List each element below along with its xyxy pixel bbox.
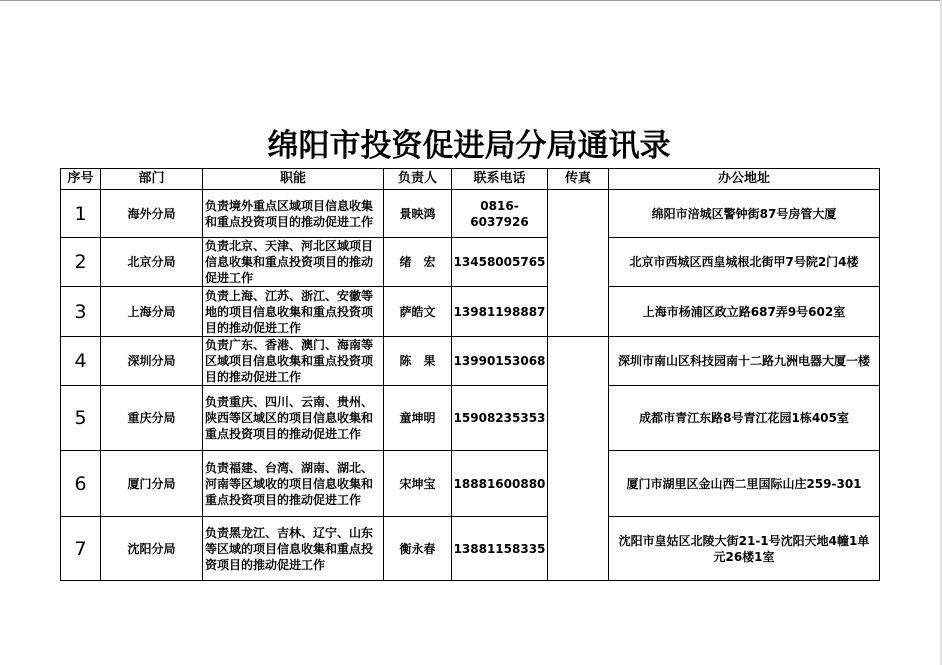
row-number: 1 [61, 190, 101, 238]
dept-cell: 上海分局 [101, 287, 203, 337]
duty-cell: 负责北京、天津、河北区域项目信息收集和重点投资项目的推动促进工作 [203, 238, 384, 287]
table-row [61, 386, 880, 451]
address-cell: 上海市杨浦区政立路687弄9号602室 [609, 287, 880, 337]
row-number: 4 [61, 337, 101, 386]
dept-cell: 深圳分局 [101, 337, 203, 386]
address-cell: 北京市西城区西皇城根北街甲7号院2门4楼 [609, 238, 880, 287]
table-row [61, 287, 880, 337]
duty-cell: 负责重庆、四川、云南、贵州、陕西等区域区的项目信息收集和重点投资项目的推动促进工作 [203, 386, 384, 451]
head-cell: 宋坤宝 [384, 451, 452, 517]
head-cell: 绪 宏 [384, 238, 452, 287]
row-number: 7 [61, 517, 101, 581]
head-cell: 陈 果 [384, 337, 452, 386]
duty-cell: 负责福建、台湾、湖南、湖北、河南等区域收的项目信息收集和重点投资项目的推动促进工作 [203, 451, 384, 517]
phone-cell: 13981198887 [452, 287, 548, 337]
head-cell: 衡永春 [384, 517, 452, 581]
address-cell: 厦门市湖里区金山西二里国际山庄259-301 [609, 451, 880, 517]
duty-cell: 负责广东、香港、澳门、海南等区域项目信息收集和重点投资项目的推动促进工作 [203, 337, 384, 386]
header-no: 序号 [61, 169, 101, 190]
duty-cell: 负责黑龙江、吉林、辽宁、山东等区域的项目信息收集和重点投资项目的推动促进工作 [203, 517, 384, 581]
header-dept: 部门 [101, 169, 203, 190]
head-cell: 景映鸿 [384, 190, 452, 238]
window-top-border [0, 0, 942, 1]
table-row [61, 451, 880, 517]
address-cell: 沈阳市皇姑区北陵大街21-1号沈阳天地4幢1单元26楼1室 [609, 517, 880, 581]
row-number: 5 [61, 386, 101, 451]
fax-cell-group-2 [548, 337, 609, 581]
header-head: 负责人 [384, 169, 452, 190]
table-row [61, 238, 880, 287]
duty-cell: 负责境外重点区域项目信息收集和重点投资项目的推动促进工作 [203, 190, 384, 238]
fax-cell-group-1 [548, 190, 609, 337]
table-row [61, 190, 880, 238]
head-cell: 萨皓文 [384, 287, 452, 337]
address-cell: 绵阳市涪城区警钟街87号房管大厦 [609, 190, 880, 238]
directory-table [60, 168, 880, 581]
dept-cell: 厦门分局 [101, 451, 203, 517]
address-cell: 深圳市南山区科技园南十二路九洲电器大厦一楼 [609, 337, 880, 386]
address-cell: 成都市青江东路8号青江花园1栋405室 [609, 386, 880, 451]
head-cell: 童坤明 [384, 386, 452, 451]
header-address: 办公地址 [609, 169, 880, 190]
header-fax: 传真 [548, 169, 609, 190]
dept-cell: 海外分局 [101, 190, 203, 238]
row-number: 6 [61, 451, 101, 517]
phone-cell: 13990153068 [452, 337, 548, 386]
row-number: 3 [61, 287, 101, 337]
table-row [61, 517, 880, 581]
phone-cell: 15908235353 [452, 386, 548, 451]
header-duty: 职能 [203, 169, 384, 190]
row-number: 2 [61, 238, 101, 287]
header-row [61, 169, 880, 190]
phone-cell: 18881600880 [452, 451, 548, 517]
phone-cell: 13458005765 [452, 238, 548, 287]
dept-cell: 北京分局 [101, 238, 203, 287]
phone-cell: 13881158335 [452, 517, 548, 581]
dept-cell: 重庆分局 [101, 386, 203, 451]
page-title: 绵阳市投资促进局分局通讯录 [267, 128, 671, 164]
phone-cell: 0816-6037926 [452, 190, 548, 238]
table-row [61, 337, 880, 386]
header-phone: 联系电话 [452, 169, 548, 190]
duty-cell: 负责上海、江苏、浙江、安徽等地的项目信息收集和重点投资项目的推动促进工作 [203, 287, 384, 337]
dept-cell: 沈阳分局 [101, 517, 203, 581]
